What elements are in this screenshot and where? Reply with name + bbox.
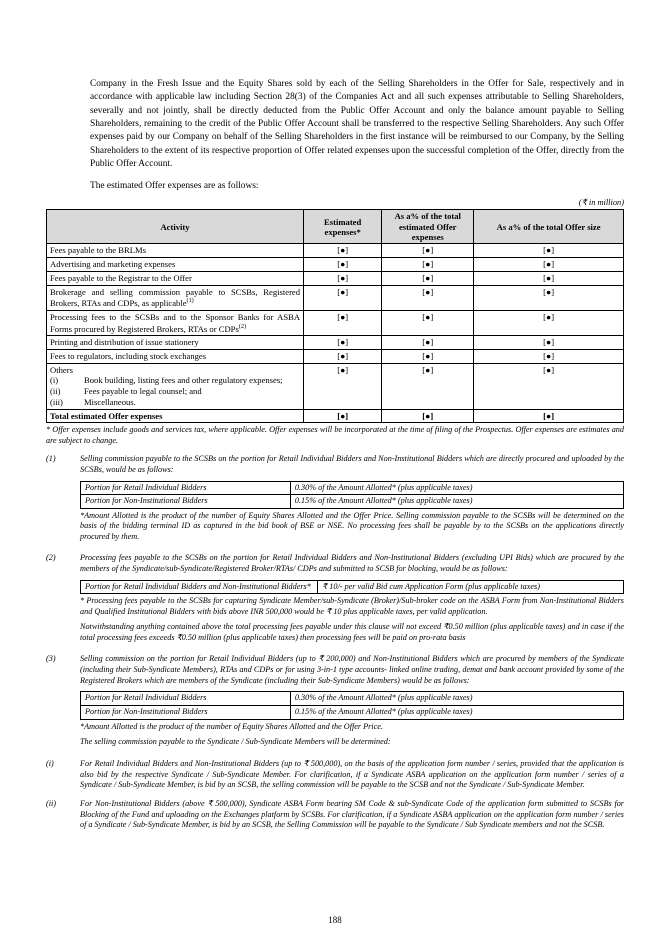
table-footnote: * Offer expenses include goods and services tax, where applicable. Offer expenses will be incorporated at the time of filing of the Prospectus. Offer expenses are estimates and are subject to change.: [46, 425, 624, 445]
cell-pct-estimated: [●]: [382, 310, 474, 335]
cell-portion: Portion for Retail Individual Bidders: [81, 481, 291, 495]
cell-pct-offer: [●]: [474, 349, 624, 363]
note-3-after: *Amount Allotted is the product of the number of Equity Shares Allotted and the Offer Price.: [80, 721, 383, 731]
note-3-table: [80, 691, 624, 719]
cell-portion: Portion for Retail Individual Bidders and Non-Institutional Bidders*: [81, 580, 318, 594]
cell-rate: 0.15% of the Amount Allotted* (plus applicable taxes): [290, 706, 623, 720]
note-3-sub-lead: The selling commission payable to the Syndicate / Sub-Syndicate Members will be determined:: [80, 737, 391, 747]
cell-pct-estimated: [●]: [382, 285, 474, 310]
note-3-roman-i-text: For Retail Individual Bidders and Non-Institutional Bidders (up to ₹ 500,000), on the basis of the application form number / series, provided that the application is also bid by the respective Syndicate / Sub-Syndicate Member. For clarification, if a Syndicate ASBA application on the application form number / series of a Syndicate / Sub-Syndicate Member, is bid by an SCSB, the selling commission will be payable to the SCSB and not the Syndicate / Sub-Syndicate Member.: [80, 758, 624, 790]
table-row: [81, 706, 624, 720]
note-1-body: [80, 454, 624, 547]
page-number: 188: [328, 915, 342, 925]
note-2: [46, 553, 624, 648]
cell-pct-offer: [●]: [474, 336, 624, 350]
table-row: [47, 310, 624, 335]
table-row: [81, 495, 624, 509]
cell-activity-others: [47, 363, 304, 409]
cell-estimated-expenses: [●]: [304, 336, 382, 350]
note-2-after-2: Notwithstanding anything contained above the total processing fees payable under this clause will not exceed ₹0.50 million (plus applicable taxes) and in case if the total processing fees exceeds ₹0.50 million (plus applicable taxes) then processing fees will be paid on pro-rata basis: [80, 622, 624, 642]
cell-estimated-expenses: [●]: [304, 285, 382, 310]
note-2-after-1: * Processing fees payable to the SCSBs for capturing Syndicate Member/sub-Syndicate (Broker)/Sub-broker code on the ASBA Form from Non-Institutional Bidders and Qualified Institutional Bidders with bids above INR 500,000 would be ₹ 10 plus applicable taxes, per valid application.: [80, 596, 624, 616]
cell-portion: Portion for Retail Individual Bidders: [81, 692, 291, 706]
note-2-body: [80, 553, 624, 648]
cell-estimated-expenses-total: [●]: [304, 409, 382, 423]
intro-paragraph: Company in the Fresh Issue and the Equity Shares sold by each of the Selling Shareholders in the Offer for Sale, respectively and in accordance with applicable law including Section 28(3) of the Companies Act and all such expenses attributable to Selling Shareholders, severally and not jointly, shall be directly deducted from the Public Offer Account and only the balance amount payable to Selling Shareholders, remaining to the credit of the Public Offer Account shall be transferred to the respective Selling Shareholders. Any such Offer expenses paid by our Company on behalf of the Selling Shareholders in the first instance will be reimbursed to our Company, by the Selling Shareholders to the extent of its respective proportion of Offer related expenses upon the successful completion of the Offer, directly from the Public Offer Account.: [90, 79, 624, 170]
others-item-number: (iii): [50, 396, 63, 407]
others-item-text: Book building, listing fees and other regulatory expenses;: [84, 375, 283, 386]
column-header-pct-of-estimated-expenses: As a% of the total estimated Offer expenses: [382, 210, 474, 244]
table-row: [47, 349, 624, 363]
table-row: [81, 481, 624, 495]
note-1-after: *Amount Allotted is the product of the number of Equity Shares Allotted and the Offer Price. Selling commission payable to the SCSBs will be determined on the basis of the bidding terminal ID as captured in the bid book of BSE or NSE. No processing fees shall be payable by to the SCSBs on the applications directly procured by them.: [80, 510, 624, 541]
others-title: Others: [50, 364, 73, 375]
note-3-roman-ii: [46, 799, 624, 831]
table-header: [47, 210, 624, 244]
table-row-others: [47, 363, 624, 409]
note-3-body: [80, 654, 624, 752]
cell-rate: 0.30% of the Amount Allotted* (plus applicable taxes): [290, 692, 623, 706]
cell-pct-offer: [●]: [474, 285, 624, 310]
units-note: (₹ in million): [578, 198, 624, 208]
cell-estimated-expenses: [●]: [304, 349, 382, 363]
cell-activity: Fees payable to the Registrar to the Offer: [47, 271, 304, 285]
cell-activity: [47, 310, 304, 335]
others-item-text: Fees payable to legal counsel; and: [84, 386, 202, 397]
table-body: [47, 244, 624, 423]
table-row: [47, 271, 624, 285]
note-3-roman-ii-text: For Non-Institutional Bidders (above ₹ 500,000), Syndicate ASBA Form bearing SM Code & sub-Syndicate Code of the application form submitted to SCSBs for Blocking of the Fund and uploading on the Exchanges platform by SCSBs. For clarification, if a Syndicate ASBA application on the application form number / series of a Syndicate / Sub-Syndicate Member, is bid by an SCSB, the Selling Commission will be payable to the Syndicate / Sub Syndicate members and not the SCSB.: [80, 798, 624, 830]
cell-estimated-expenses: [●]: [304, 363, 382, 409]
note-1-table: [80, 481, 624, 509]
note-2-table: [80, 580, 624, 595]
cell-rate: 0.15% of the Amount Allotted* (plus applicable taxes): [290, 495, 623, 509]
column-header-activity: Activity: [47, 210, 304, 244]
cell-pct-estimated: [●]: [382, 336, 474, 350]
cell-activity: [47, 285, 304, 310]
table-row: [81, 580, 624, 594]
cell-pct-offer: [●]: [474, 363, 624, 409]
cell-pct-estimated: [●]: [382, 363, 474, 409]
cell-activity-superscript: (1): [186, 297, 194, 305]
cell-pct-estimated: [●]: [382, 258, 474, 272]
cell-pct-offer-total: [●]: [474, 409, 624, 423]
cell-pct-offer: [●]: [474, 244, 624, 258]
cell-rate: ₹ 10/- per valid Bid cum Application Form (plus applicable taxes): [318, 580, 624, 594]
note-2-marker: (2): [46, 553, 56, 563]
table-row: [81, 692, 624, 706]
lead-line: The estimated Offer expenses are as follows:: [90, 181, 259, 192]
others-item-text: Miscellaneous.: [84, 396, 136, 407]
cell-pct-estimated-total: [●]: [382, 409, 474, 423]
note-3: [46, 654, 624, 752]
cell-rate: 0.30% of the Amount Allotted* (plus applicable taxes): [290, 481, 623, 495]
cell-activity: Printing and distribution of issue stationery: [47, 336, 304, 350]
others-item-number: (i): [50, 375, 59, 386]
cell-activity-total: Total estimated Offer expenses: [47, 409, 304, 423]
cell-portion: Portion for Non-Institutional Bidders: [81, 495, 291, 509]
others-item: [50, 386, 300, 397]
cell-estimated-expenses: [●]: [304, 310, 382, 335]
note-3-marker: (3): [46, 654, 56, 664]
cell-portion: Portion for Non-Institutional Bidders: [81, 706, 291, 720]
note-3-roman-i: [46, 759, 624, 791]
note-3-roman-ii-marker: (ii): [46, 798, 57, 808]
cell-pct-estimated: [●]: [382, 349, 474, 363]
column-header-pct-of-offer-size: As a% of the total Offer size: [474, 210, 624, 244]
table-row: [47, 285, 624, 310]
cell-estimated-expenses: [●]: [304, 271, 382, 285]
offer-expenses-table: [46, 209, 624, 423]
note-2-text: Processing fees payable to the SCSBs on the portion for Retail Individual Bidders and Non-Institutional Bidders (excluding UPI Bids) which are procured by the members of the Syndicate/sub-Syndicate/Registered Broker/RTAs/ CDPs and submitted to SCSB for blocking, would be as follows:: [80, 553, 624, 574]
table-row: [47, 244, 624, 258]
cell-activity-text: Processing fees to the SCSBs and to the Sponsor Banks for ASBA Forms procured by Registered Brokers, RTAs or CDPs: [50, 311, 301, 334]
table-row: [47, 258, 624, 272]
note-3-text: Selling commission on the portion for Retail Individual Bidders (up to ₹ 200,000) and Non-Institutional Bidders which are procured by members of the Syndicate (including their Sub-Syndicate Members), RTAs and CDPs or for using 3-in-1 type accounts- linked online trading, demat and bank account provided by some of the Registered Brokers which are members of the Syndicate (including their Sub-Syndicate Members) would be as follows:: [80, 654, 624, 685]
note-1-marker: (1): [46, 454, 56, 464]
cell-pct-estimated: [●]: [382, 244, 474, 258]
cell-estimated-expenses: [●]: [304, 258, 382, 272]
note-1: [46, 454, 624, 547]
note-3-roman-i-marker: (i): [46, 758, 54, 768]
cell-activity: Advertising and marketing expenses: [47, 258, 304, 272]
cell-estimated-expenses: [●]: [304, 244, 382, 258]
note-1-text: Selling commission payable to the SCSBs on the portion for Retail Individual Bidders and Non-Institutional Bidders which are directly procured and uploaded by the SCSBs, would be as follows:: [80, 454, 624, 474]
others-items: [50, 375, 300, 407]
others-item: [50, 397, 300, 408]
cell-activity: Fees payable to the BRLMs: [47, 244, 304, 258]
others-item-number: (ii): [50, 386, 61, 397]
others-item: [50, 375, 300, 386]
table-row-total: [47, 409, 624, 423]
cell-pct-offer: [●]: [474, 310, 624, 335]
cell-pct-offer: [●]: [474, 258, 624, 272]
cell-pct-estimated: [●]: [382, 271, 474, 285]
table-row: [47, 336, 624, 350]
cell-activity-text: Brokerage and selling commission payable to SCSBs, Registered Brokers, RTAs and CDPs, as applicable: [50, 286, 301, 309]
cell-activity: Fees to regulators, including stock exchanges: [47, 349, 304, 363]
cell-pct-offer: [●]: [474, 271, 624, 285]
column-header-estimated-expenses: Estimated expenses*: [304, 210, 382, 244]
cell-activity-superscript: (2): [238, 322, 247, 330]
table-header-row: [47, 210, 624, 244]
